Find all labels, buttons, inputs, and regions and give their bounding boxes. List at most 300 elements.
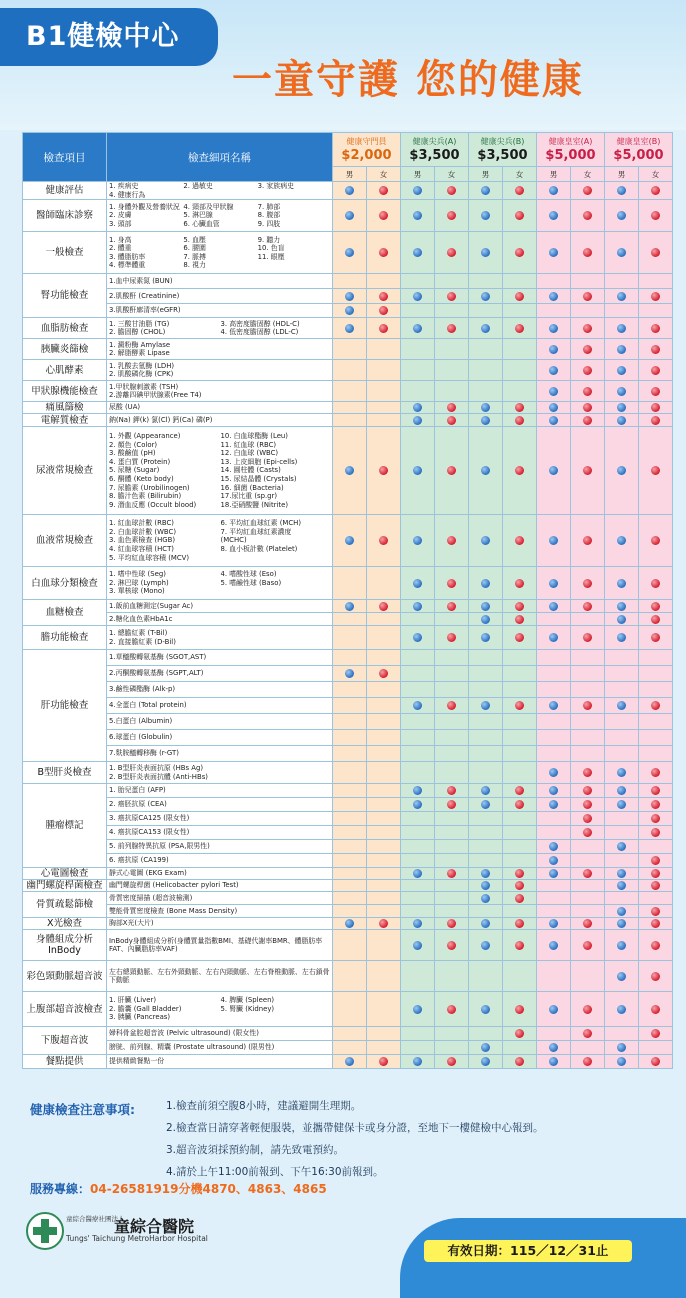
table-row [23, 613, 673, 626]
mark-cell [401, 905, 435, 918]
mark-cell [537, 613, 571, 626]
mark-cell [401, 1027, 435, 1041]
mark-cell [435, 1027, 469, 1041]
female-included-dot-icon [651, 211, 660, 220]
mark-cell [469, 798, 503, 812]
mark-cell [537, 798, 571, 812]
female-included-dot-icon [379, 292, 388, 301]
mark-cell [605, 613, 639, 626]
mark-cell [571, 666, 605, 682]
mark-cell [639, 182, 673, 200]
male-included-dot-icon [549, 856, 558, 865]
item-text: 7. 平均紅血球紅素濃度 [220, 527, 292, 536]
female-included-dot-icon [515, 1057, 524, 1066]
mark-cell [639, 1027, 673, 1041]
mark-cell [333, 1027, 367, 1041]
female-included-dot-icon [583, 536, 592, 545]
mark-cell [571, 1055, 605, 1069]
table-row [23, 427, 673, 515]
row-category: 身體組成分析 InBody [23, 930, 107, 961]
mark-cell [435, 682, 469, 698]
item-text: 3. 癌抗原CA125 (限女性) [109, 814, 190, 823]
mark-cell [333, 840, 367, 854]
table-row [23, 318, 673, 339]
item-text: 8. 視力 [183, 261, 206, 270]
mark-cell [401, 698, 435, 714]
mark-cell [605, 274, 639, 289]
mark-cell [605, 930, 639, 961]
item-text: 1. 疾病史 [109, 182, 139, 190]
female-included-dot-icon [651, 186, 660, 195]
mark-cell [401, 880, 435, 892]
female-included-dot-icon [651, 786, 660, 795]
item-text: 1. 總膽紅素 (T-Bil) [109, 629, 168, 638]
mark-cell [401, 666, 435, 682]
mark-cell [367, 182, 401, 200]
table-row [23, 905, 673, 918]
mark-cell [333, 318, 367, 339]
mark-cell [333, 762, 367, 784]
item-text: 4. 脾臟 (Spleen) [220, 996, 275, 1005]
mark-cell [333, 182, 367, 200]
female-included-dot-icon [515, 211, 524, 220]
item-text: 幽門螺旋桿菌 (Helicobacter pylori Test) [109, 881, 239, 890]
mark-cell [469, 414, 503, 427]
mark-cell [537, 515, 571, 567]
male-included-dot-icon [549, 633, 558, 642]
item-text: 6. 心臟血管 [183, 219, 220, 228]
item-text: 3. 酸鹼值 (pH) [109, 449, 156, 458]
female-included-dot-icon [447, 701, 456, 710]
hotline-number[interactable]: 04-26581919分機4870、4863、4865 [90, 1182, 327, 1196]
mark-cell [639, 274, 673, 289]
mark-cell [435, 304, 469, 318]
male-included-dot-icon [413, 186, 422, 195]
mark-cell [503, 812, 537, 826]
item-text: 7. 尿膽素 (Urobilinogen) [109, 483, 190, 492]
mark-cell [537, 1041, 571, 1055]
mark-cell [503, 339, 537, 360]
female-included-dot-icon [447, 941, 456, 950]
package-name: 健康尖兵(A) [412, 137, 457, 146]
male-included-dot-icon [549, 768, 558, 777]
mark-cell [605, 650, 639, 666]
mark-cell [605, 360, 639, 381]
female-included-dot-icon [583, 211, 592, 220]
table-row [23, 567, 673, 600]
mark-cell [639, 868, 673, 880]
item-text: 2. 顏色 (Color) [109, 440, 158, 449]
mark-cell [435, 318, 469, 339]
table-row [23, 868, 673, 880]
mark-cell [401, 274, 435, 289]
table-row [23, 746, 673, 762]
male-included-dot-icon [481, 416, 490, 425]
mark-cell [367, 961, 401, 992]
mark-cell [367, 1055, 401, 1069]
table-row [23, 200, 673, 232]
male-included-dot-icon [481, 869, 490, 878]
mark-cell [503, 515, 537, 567]
mark-cell [367, 730, 401, 746]
row-category: B型肝炎檢查 [23, 762, 107, 784]
row-category: 醫師臨床診察 [23, 200, 107, 232]
mark-cell [537, 762, 571, 784]
male-label: 男 [469, 167, 503, 182]
row-items [107, 682, 333, 698]
mark-cell [469, 427, 503, 515]
mark-cell [639, 318, 673, 339]
female-included-dot-icon [515, 633, 524, 642]
mark-cell [571, 714, 605, 730]
item-text: 2. 癌胚抗原 (CEA) [109, 800, 167, 809]
male-included-dot-icon [617, 366, 626, 375]
item-text: 5. 腎臟 (Kidney) [220, 1004, 275, 1013]
service-hotline [30, 1180, 327, 1197]
female-included-dot-icon [583, 814, 592, 823]
mark-cell [333, 746, 367, 762]
mark-cell [571, 381, 605, 402]
female-included-dot-icon [447, 602, 456, 611]
female-included-dot-icon [447, 579, 456, 588]
item-text: 8. 膽汁色素 (Bilirubin) [109, 492, 182, 501]
female-included-dot-icon [515, 324, 524, 333]
note-line: 4.請於上午11:00前報到、下午16:30前報到。 [166, 1166, 384, 1178]
female-included-dot-icon [447, 536, 456, 545]
mark-cell [469, 232, 503, 274]
mark-cell [469, 905, 503, 918]
female-included-dot-icon [515, 602, 524, 611]
mark-cell [605, 304, 639, 318]
mark-cell [639, 515, 673, 567]
row-items [107, 613, 333, 626]
mark-cell [503, 626, 537, 650]
row-items [107, 798, 333, 812]
mark-cell [469, 746, 503, 762]
mark-cell [435, 515, 469, 567]
mark-cell [639, 840, 673, 854]
female-included-dot-icon [651, 881, 660, 890]
male-included-dot-icon [617, 972, 626, 981]
mark-cell [435, 868, 469, 880]
mark-cell [401, 961, 435, 992]
item-text: 胸部X光(大片) [109, 919, 154, 928]
item-text: 鈉(Na) 鉀(k) 氯(Cl) 鈣(Ca) 磷(P) [109, 415, 213, 424]
female-included-dot-icon [379, 536, 388, 545]
female-included-dot-icon [515, 466, 524, 475]
mark-cell [469, 182, 503, 200]
hospital-logo-icon [26, 1212, 64, 1250]
female-included-dot-icon [651, 1057, 660, 1066]
mark-cell [503, 762, 537, 784]
mark-cell [435, 840, 469, 854]
mark-cell [639, 812, 673, 826]
mark-cell [605, 600, 639, 613]
mark-cell [333, 812, 367, 826]
male-included-dot-icon [413, 602, 422, 611]
row-items [107, 746, 333, 762]
female-included-dot-icon [515, 1029, 524, 1038]
mark-cell [469, 381, 503, 402]
mark-cell [605, 289, 639, 304]
male-included-dot-icon [345, 248, 354, 257]
female-included-dot-icon [651, 345, 660, 354]
mark-cell [537, 730, 571, 746]
row-category: 餐點提供 [23, 1055, 107, 1069]
female-included-dot-icon [515, 701, 524, 710]
mark-cell [537, 318, 571, 339]
mark-cell [639, 892, 673, 905]
row-category: 尿液常規檢查 [23, 427, 107, 515]
mark-cell [605, 746, 639, 762]
female-included-dot-icon [379, 669, 388, 678]
mark-cell [435, 905, 469, 918]
mark-cell [503, 402, 537, 414]
mark-cell [401, 826, 435, 840]
female-included-dot-icon [651, 1029, 660, 1038]
row-items [107, 992, 333, 1027]
male-included-dot-icon [617, 919, 626, 928]
row-items [107, 826, 333, 840]
male-included-dot-icon [617, 768, 626, 777]
male-included-dot-icon [549, 869, 558, 878]
item-text: 4. 紅血球容積 (HCT) [109, 544, 174, 553]
item-text: 18.亞硝酸鹽 (Nitrite) [220, 500, 289, 509]
mark-cell [639, 360, 673, 381]
mark-cell [503, 714, 537, 730]
mark-cell [367, 930, 401, 961]
female-included-dot-icon [651, 869, 660, 878]
mark-cell [469, 515, 503, 567]
mark-cell [435, 360, 469, 381]
male-included-dot-icon [345, 669, 354, 678]
item-text: 膀胱、前列腺、精囊 (Prostate ultrasound) (限男性) [109, 1043, 275, 1052]
mark-cell [503, 1055, 537, 1069]
mark-cell [401, 318, 435, 339]
mark-cell [401, 515, 435, 567]
mark-cell [333, 427, 367, 515]
male-included-dot-icon [549, 403, 558, 412]
item-text: InBody身體組成分析(身體質量指數BMI、基礎代謝率BMR、體脂肪率FAT、內臟脂肪率VAF) [109, 936, 323, 954]
table-row [23, 650, 673, 666]
mark-cell [571, 868, 605, 880]
female-included-dot-icon [583, 768, 592, 777]
notes-title: 健康檢查注意事項: [30, 1102, 135, 1117]
mark-cell [435, 784, 469, 798]
item-text: 2.肌酸酐 (Creatinine) [109, 291, 180, 300]
item-text: 4. 癌抗原CA153 (限女性) [109, 828, 190, 837]
mark-cell [333, 918, 367, 930]
female-included-dot-icon [583, 186, 592, 195]
mark-cell [503, 567, 537, 600]
mark-cell [367, 402, 401, 414]
female-included-dot-icon [583, 324, 592, 333]
item-text: 4. 頸部及甲狀腺 [183, 202, 234, 211]
mark-cell [503, 880, 537, 892]
male-included-dot-icon [413, 403, 422, 412]
mark-cell [605, 868, 639, 880]
item-text: 2. 肌酸磷化酶 (CPK) [109, 370, 174, 379]
mark-cell [503, 961, 537, 992]
row-category: 心電圖檢查 [23, 868, 107, 880]
package-header [469, 133, 537, 167]
male-included-dot-icon [549, 536, 558, 545]
row-items [107, 232, 333, 274]
female-included-dot-icon [447, 919, 456, 928]
row-items [107, 840, 333, 854]
mark-cell [605, 730, 639, 746]
mark-cell [469, 200, 503, 232]
mark-cell [571, 730, 605, 746]
mark-cell [367, 427, 401, 515]
mark-cell [469, 698, 503, 714]
item-text: 1.飯前血糖測定(Sugar Ac) [109, 601, 194, 610]
mark-cell [537, 746, 571, 762]
male-included-dot-icon [413, 536, 422, 545]
female-included-dot-icon [515, 416, 524, 425]
item-text: 17.尿比重 (sp.gr) [220, 492, 278, 501]
mark-cell [571, 961, 605, 992]
item-text: 8. 腹部 [257, 211, 281, 220]
female-included-dot-icon [651, 387, 660, 396]
mark-cell [537, 840, 571, 854]
item-text: 5.白蛋白 (Albumin) [109, 717, 173, 726]
female-included-dot-icon [583, 403, 592, 412]
mark-cell [571, 626, 605, 650]
item-text: 雙能骨質密度檢查 (Bone Mass Density) [109, 906, 238, 915]
male-included-dot-icon [617, 602, 626, 611]
mark-cell [367, 339, 401, 360]
table-row [23, 762, 673, 784]
mark-cell [537, 1027, 571, 1041]
mark-cell [605, 1027, 639, 1041]
item-text: 6. 平均紅血球紅素 (MCH) [220, 519, 302, 528]
mark-cell [435, 666, 469, 682]
mark-cell [605, 714, 639, 730]
item-text: 5. 血壓 [183, 235, 206, 244]
mark-cell [469, 650, 503, 666]
mark-cell [639, 1055, 673, 1069]
male-included-dot-icon [413, 919, 422, 928]
mark-cell [571, 515, 605, 567]
package-price: $3,500 [477, 148, 528, 163]
item-text: 1. 紅血球計數 (RBC) [109, 519, 174, 528]
mark-cell [605, 892, 639, 905]
row-items [107, 289, 333, 304]
male-included-dot-icon [413, 579, 422, 588]
female-label: 女 [639, 167, 673, 182]
mark-cell [605, 961, 639, 992]
female-included-dot-icon [379, 211, 388, 220]
male-included-dot-icon [549, 186, 558, 195]
mark-cell [503, 232, 537, 274]
mark-cell [639, 381, 673, 402]
mark-cell [503, 798, 537, 812]
mark-cell [333, 274, 367, 289]
package-header [401, 133, 469, 167]
mark-cell [537, 600, 571, 613]
item-text: 2. B型肝炎表面抗體 (Anti-HBs) [109, 772, 208, 781]
table-row [23, 182, 673, 200]
row-category: 血脂肪檢查 [23, 318, 107, 339]
male-included-dot-icon [617, 324, 626, 333]
mark-cell [605, 812, 639, 826]
row-category: 幽門螺旋桿菌檢查 [23, 880, 107, 892]
mark-cell [435, 698, 469, 714]
mark-cell [435, 1055, 469, 1069]
row-category: 胰臟炎篩檢 [23, 339, 107, 360]
male-included-dot-icon [549, 248, 558, 257]
mark-cell [571, 812, 605, 826]
row-items [107, 339, 333, 360]
item-text: 9. 潛血反應 (Occult blood) [109, 500, 197, 509]
mark-cell [401, 918, 435, 930]
female-included-dot-icon [515, 919, 524, 928]
mark-cell [333, 626, 367, 650]
mark-cell [367, 289, 401, 304]
mark-cell [333, 600, 367, 613]
mark-cell [401, 798, 435, 812]
male-included-dot-icon [481, 579, 490, 588]
male-included-dot-icon [481, 248, 490, 257]
mark-cell [639, 600, 673, 613]
female-included-dot-icon [379, 248, 388, 257]
row-items [107, 762, 333, 784]
mark-cell [333, 892, 367, 905]
mark-cell [605, 515, 639, 567]
female-included-dot-icon [447, 1057, 456, 1066]
table-row [23, 812, 673, 826]
mark-cell [537, 381, 571, 402]
male-included-dot-icon [617, 786, 626, 795]
mark-cell [503, 360, 537, 381]
male-included-dot-icon [617, 403, 626, 412]
mark-cell [537, 880, 571, 892]
female-included-dot-icon [651, 248, 660, 257]
mark-cell [639, 567, 673, 600]
mark-cell [401, 854, 435, 868]
mark-cell [571, 784, 605, 798]
mark-cell [571, 339, 605, 360]
mark-cell [639, 798, 673, 812]
mark-cell [503, 992, 537, 1027]
mark-cell [435, 798, 469, 812]
male-included-dot-icon [617, 842, 626, 851]
table-header-row [23, 133, 673, 167]
mark-cell [469, 892, 503, 905]
male-included-dot-icon [481, 1043, 490, 1052]
male-included-dot-icon [617, 248, 626, 257]
mark-cell [537, 402, 571, 414]
mark-cell [469, 714, 503, 730]
female-included-dot-icon [583, 919, 592, 928]
row-category: 膽功能檢查 [23, 626, 107, 650]
row-category: 血液常規檢查 [23, 515, 107, 567]
male-included-dot-icon [617, 292, 626, 301]
mark-cell [503, 304, 537, 318]
female-included-dot-icon [583, 345, 592, 354]
item-text: 5. 淋巴腺 [183, 211, 213, 220]
mark-cell [605, 784, 639, 798]
mark-cell [435, 892, 469, 905]
mark-cell [401, 868, 435, 880]
item-text: 8. 血小板計數 (Platelet) [220, 544, 298, 553]
female-included-dot-icon [447, 786, 456, 795]
item-text: (MCHC) [220, 536, 247, 545]
row-items [107, 930, 333, 961]
item-text: 2. 直接膽紅素 (D-Bil) [109, 637, 176, 646]
mark-cell [333, 868, 367, 880]
